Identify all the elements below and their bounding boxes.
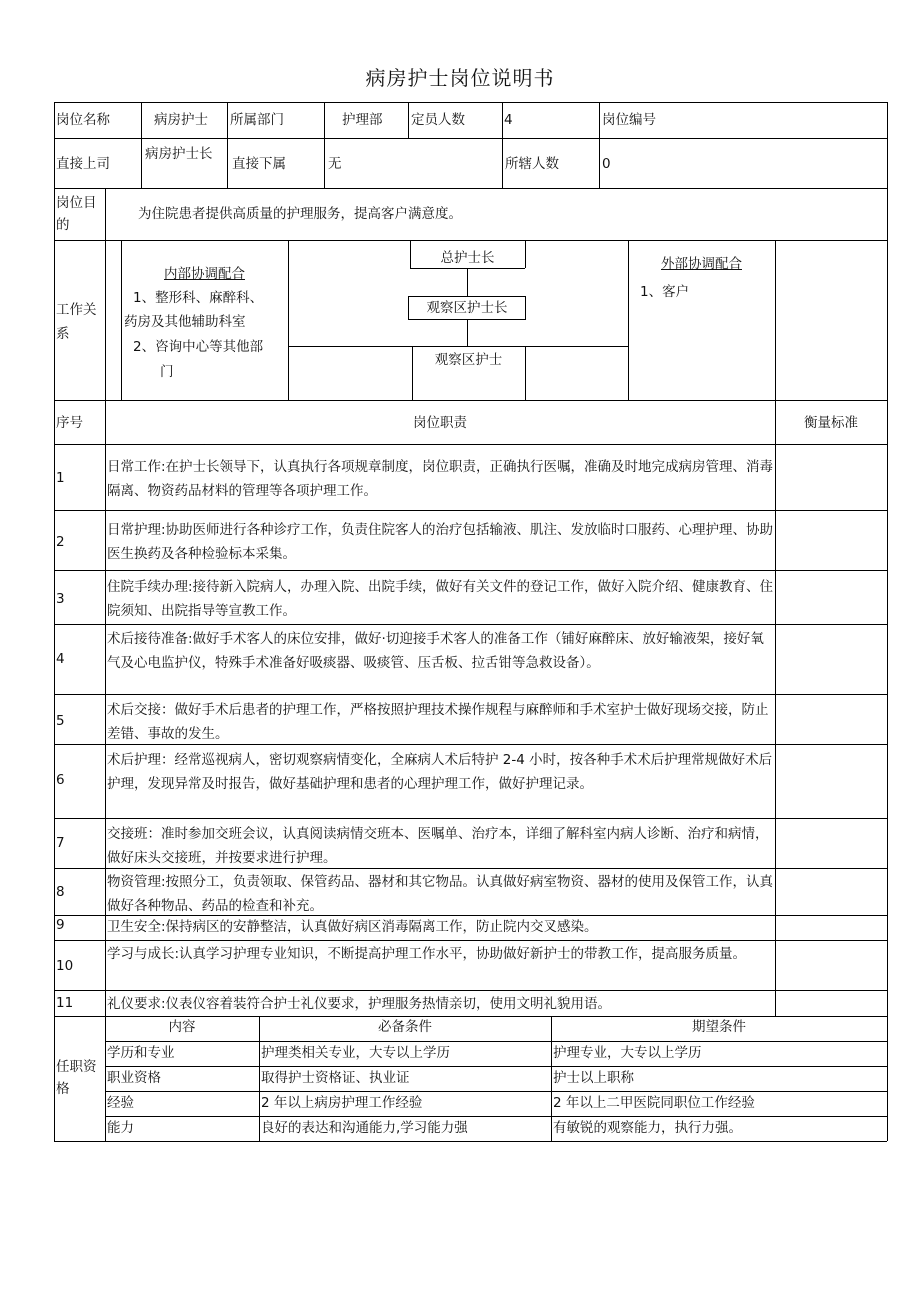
duty-num: 3 xyxy=(56,591,65,607)
label-superior: 直接上司 xyxy=(56,156,110,172)
label-purpose: 岗位目的 xyxy=(56,195,97,233)
value-department: 护理部 xyxy=(342,112,383,128)
qual-content: 学历和专业 xyxy=(107,1045,175,1061)
qual-content: 职业资格 xyxy=(107,1070,161,1086)
qual-header-required: 必备条件 xyxy=(378,1019,432,1035)
internal-line-3: 2、咨询中心等其他部 xyxy=(133,339,264,355)
duty-text: 交接班：准时参加交班会议，认真阅读病情交班本、医嘱单、治疗本，详细了解科室内病人诊断、治疗和病情，做好床头交接班，并按要求进行护理。 xyxy=(107,826,769,866)
duty-num: 6 xyxy=(56,772,65,788)
duty-text: 术后交接：做好手术后患者的护理工作，严格按照护理技术操作规程与麻醉师和手术室护士做好现场交接，防止差错、事故的发生。 xyxy=(107,702,769,742)
qual-content: 能力 xyxy=(107,1120,134,1136)
internal-line-1: 1、整形科、麻醉科、 xyxy=(133,290,264,306)
duty-text: 卫生安全:保持病区的安静整洁，认真做好病区消毒隔离工作，防止院内交叉感染。 xyxy=(107,919,598,935)
label-quota: 定员人数 xyxy=(411,112,465,128)
label-position-name: 岗位名称 xyxy=(56,112,110,128)
label-subordinate: 直接下属 xyxy=(232,156,286,172)
duty-num: 1 xyxy=(56,470,65,486)
qual-expected: 2 年以上二甲医院同职位工作经验 xyxy=(553,1095,755,1111)
org-mid-box xyxy=(408,296,526,320)
label-managed: 所辖人数 xyxy=(505,156,559,172)
org-mid-label: 观察区护士长 xyxy=(426,300,508,316)
duty-num: 11 xyxy=(56,995,74,1011)
purpose-text: 为住院患者提供高质量的护理服务，提高客户满意度。 xyxy=(138,206,462,222)
value-subordinate: 无 xyxy=(328,156,342,172)
header-duty: 岗位职责 xyxy=(413,415,467,431)
duty-text: 学习与成长:认真学习护理专业知识，不断提高护理工作水平，协助做好新护士的带教工作，提高服务质量。 xyxy=(107,946,747,962)
qual-required: 良好的表达和沟通能力,学习能力强 xyxy=(261,1120,468,1136)
qual-required: 取得护士资格证、执业证 xyxy=(261,1070,410,1086)
qual-required: 2 年以上病房护理工作经验 xyxy=(261,1095,423,1111)
internal-line-2: 药房及其他辅助科室 xyxy=(124,314,246,330)
duty-num: 5 xyxy=(56,713,65,729)
qual-header-content: 内容 xyxy=(168,1019,196,1035)
internal-line-4: 门 xyxy=(160,364,174,380)
label-work-relations: 工作关系 xyxy=(56,302,97,342)
duty-text: 术后接待准备:做好手术客人的床位安排，做好·切迎接手术客人的准备工作（铺好麻醉床、放好输液架，接好氧气及心电监护仪，特殊手术准备好吸痰器、吸痰管、压舌板、拉舌钳等急救设备）。 xyxy=(107,631,764,671)
value-position-name: 病房护士 xyxy=(154,112,208,128)
duty-num: 4 xyxy=(56,651,65,667)
label-department: 所属部门 xyxy=(230,112,284,128)
duty-text: 日常工作:在护士长领导下，认真执行各项规章制度，岗位职责，正确执行医嘱，准确及时地完成病房管理、消毒隔离、物资药品材料的管理等各项护理工作。 xyxy=(107,459,774,499)
external-line-1: 1、客户 xyxy=(640,284,690,300)
value-quota: 4 xyxy=(504,112,513,128)
duty-num: 10 xyxy=(56,958,74,974)
duty-text: 礼仪要求:仪表仪容着装符合护士礼仪要求，护理服务热情亲切，使用文明礼貌用语。 xyxy=(107,996,612,1012)
duty-num: 2 xyxy=(56,534,65,550)
duty-text: 物资管理:按照分工，负责领取、保管药品、器材和其它物品。认真做好病室物资、器材的使用及保管工作，认真做好各种物品、药品的检查和补充。 xyxy=(107,874,774,914)
internal-coordination-title: 内部协调配合 xyxy=(164,266,245,282)
org-bottom-label: 观察区护士 xyxy=(434,352,503,368)
value-managed: 0 xyxy=(602,156,611,172)
value-superior: 病房护士长 xyxy=(145,146,213,162)
header-standard: 衡量标准 xyxy=(804,415,858,431)
qual-content: 经验 xyxy=(107,1095,134,1111)
qual-expected: 护士以上职称 xyxy=(553,1070,634,1086)
header-seq: 序号 xyxy=(56,415,83,431)
org-top-label: 总护士长 xyxy=(440,250,495,266)
duty-text: 住院手续办理:接待新入院病人，办理入院、出院手续，做好有关文件的登记工作，做好入院介绍、健康教育、住院须知、出院指导等宣教工作。 xyxy=(107,579,774,619)
qual-expected: 有敏锐的观察能力，执行力强。 xyxy=(553,1120,742,1136)
qual-required: 护理类相关专业，大专以上学历 xyxy=(261,1045,450,1061)
duty-num: 7 xyxy=(56,835,65,851)
external-coordination-title: 外部协调配合 xyxy=(661,256,742,272)
label-qualifications: 任职资格 xyxy=(56,1059,97,1097)
duty-text: 日常护理:协助医师进行各种诊疗工作，负责住院客人的治疗包括输液、肌注、发放临时口服药、心理护理、协助医生换药及各种检验标本采集。 xyxy=(107,522,774,562)
duty-num: 8 xyxy=(56,884,65,900)
duty-num: 9 xyxy=(56,917,65,933)
document-title: 病房护士岗位说明书 xyxy=(365,66,555,90)
label-position-code: 岗位编号 xyxy=(602,112,656,128)
qual-expected: 护理专业，大专以上学历 xyxy=(553,1045,702,1061)
qual-header-expected: 期望条件 xyxy=(692,1019,746,1035)
duty-text: 术后护理：经常巡视病人，密切观察病情变化，全麻病人术后特护 2-4 小时，按各种手术术后护理常规做好术后护理，发现异常及时报告，做好基础护理和患者的心理护理工作，做好护理记录。 xyxy=(107,752,773,792)
